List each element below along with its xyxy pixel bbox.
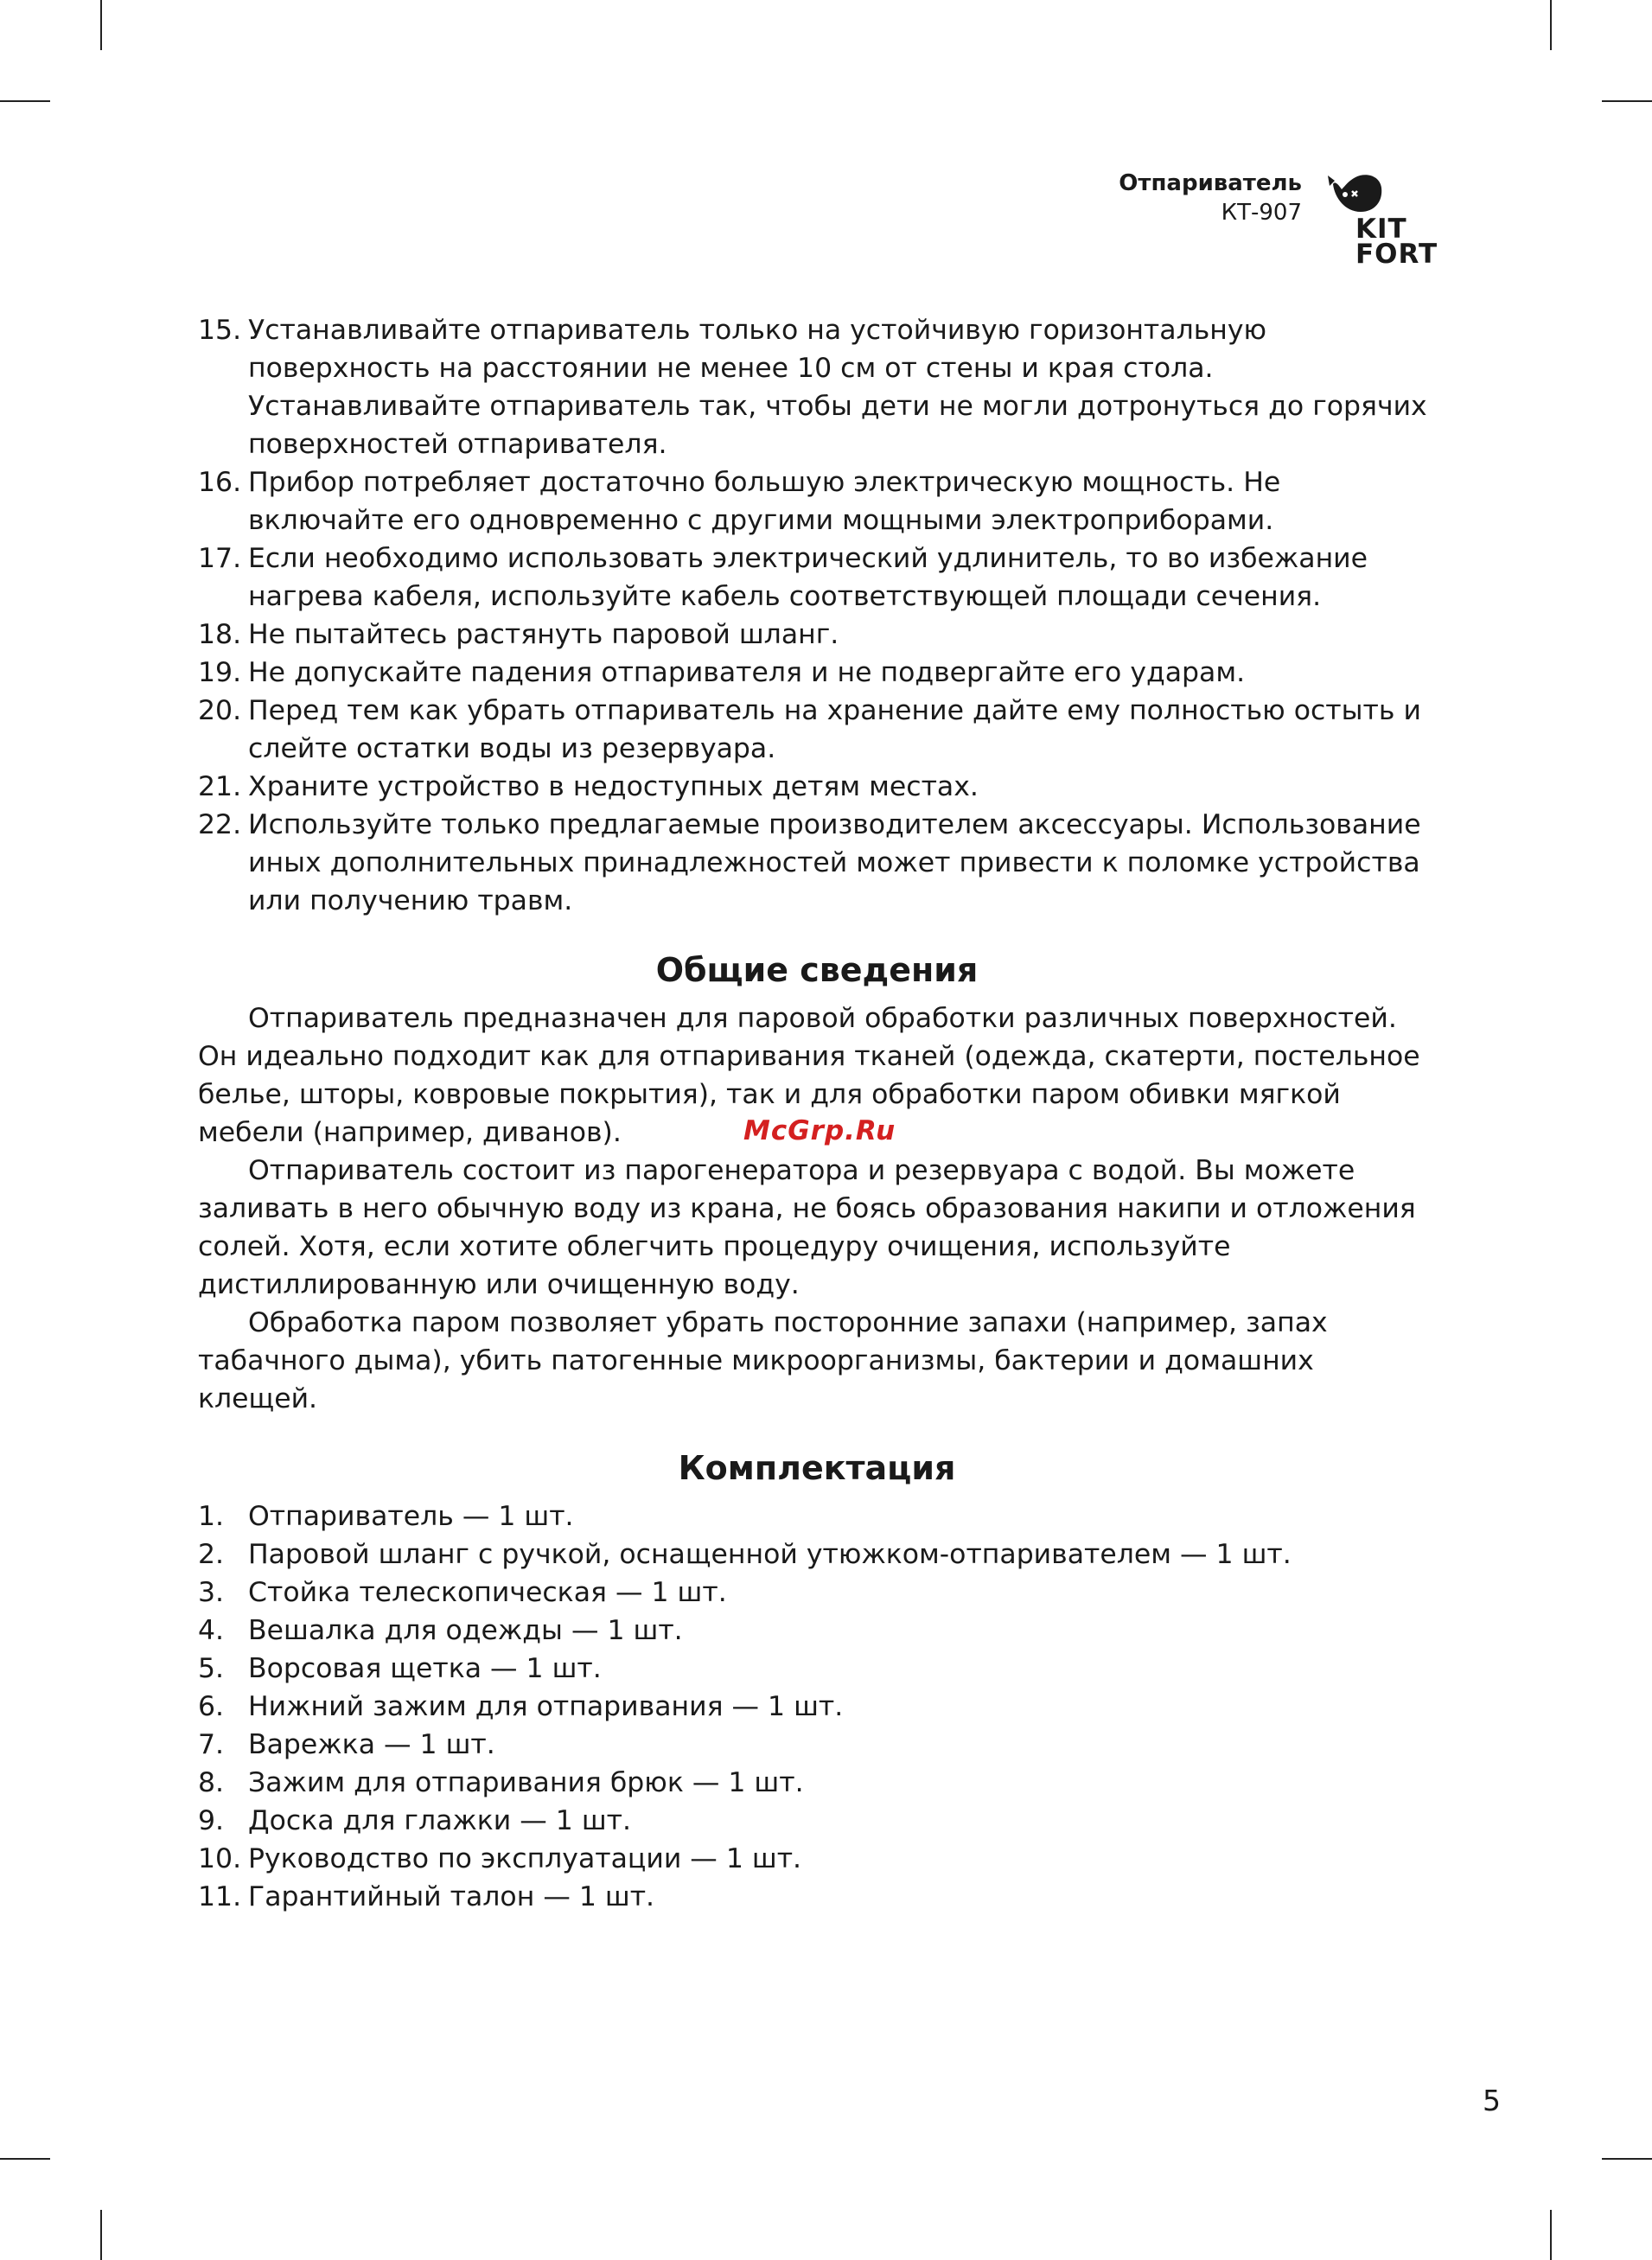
item-number: 11. xyxy=(198,1881,242,1912)
general-paragraph: Отпариватель состоит из парогенератора и резервуара с водой. Вы можете заливать в него обычную воду из крана, не боясь образования накипи и отложения солей. Хотя, если хотите облегчить процедуру очищения, используйте дистиллированную или очищенную воду. xyxy=(198,1155,1416,1300)
item-text: Стойка телескопическая — 1 шт. xyxy=(248,1577,727,1608)
item-text: Храните устройство в недоступных детям местах. xyxy=(248,771,979,802)
item-text: Вешалка для одежды — 1 шт. xyxy=(248,1615,683,1646)
item-number: 1. xyxy=(198,1501,225,1532)
section-title-general: Общие сведения xyxy=(655,951,979,989)
list-item xyxy=(198,806,1436,920)
item-text: Варежка — 1 шт. xyxy=(248,1729,495,1760)
item-number: 4. xyxy=(198,1615,225,1646)
crop-mark xyxy=(1602,2158,1652,2160)
item-number: 8. xyxy=(198,1767,225,1798)
item-number: 2. xyxy=(198,1539,225,1570)
general-paragraph: Обработка паром позволяет убрать посторонние запахи (например, запах табачного дыма), убить патогенные микроорганизмы, бактерии и домашних клещей. xyxy=(198,1307,1328,1414)
list-item xyxy=(198,654,1436,692)
crop-mark xyxy=(0,2158,50,2160)
item-number: 9. xyxy=(198,1805,225,1836)
crop-mark xyxy=(1602,100,1652,102)
item-text: Если необходимо использовать электрический удлинитель, то во избежание нагрева кабеля, используйте кабель соответствующей площади сечения. xyxy=(248,543,1368,612)
item-text: Отпариватель — 1 шт. xyxy=(248,1501,574,1532)
list-item xyxy=(198,1688,1436,1726)
list-item xyxy=(198,768,1436,806)
page-content xyxy=(198,311,1436,1916)
item-text: Гарантийный талон — 1 шт. xyxy=(248,1881,655,1912)
crop-mark xyxy=(100,2210,102,2260)
item-text: Не пытайтесь растянуть паровой шланг. xyxy=(248,619,839,650)
list-item xyxy=(198,1574,1436,1612)
list-item xyxy=(198,1726,1436,1764)
list-item xyxy=(198,616,1436,654)
list-item xyxy=(198,1497,1436,1535)
item-number: 19. xyxy=(198,657,242,688)
page-header xyxy=(1119,169,1302,227)
watermark: McGrp.Ru xyxy=(743,1115,896,1146)
item-text: Используйте только предлагаемые производителем аксессуары. Использование иных дополнительных принадлежностей может привести к поломке устройства или получению травм. xyxy=(248,809,1421,916)
item-number: 22. xyxy=(198,809,242,840)
item-text: Ворсовая щетка — 1 шт. xyxy=(248,1653,602,1684)
item-text: Устанавливайте отпариватель только на устойчивую горизонтальную поверхность на расстоянии не менее 10 см от стены и края стола. Устанавливайте отпариватель так, чтобы дети не могли дотронуться до горячих поверхностей отпаривателя. xyxy=(248,315,1427,460)
item-number: 7. xyxy=(198,1729,225,1760)
page-number: 5 xyxy=(1483,2084,1501,2117)
list-item xyxy=(198,1612,1436,1650)
crop-mark xyxy=(1550,2210,1552,2260)
model-number: КТ-907 xyxy=(1221,200,1302,226)
list-item xyxy=(198,311,1436,463)
product-name: Отпариватель xyxy=(1119,170,1302,196)
logo-text-fort: FORT xyxy=(1355,239,1438,270)
item-text: Прибор потребляет достаточно большую электрическую мощность. Не включайте его одновременно с другими мощными электроприборами. xyxy=(248,467,1281,536)
crop-mark xyxy=(0,100,50,102)
brand-logo xyxy=(1324,169,1437,272)
item-text: Паровой шланг с ручкой, оснащенной утюжком-отпаривателем — 1 шт. xyxy=(248,1539,1292,1570)
item-number: 3. xyxy=(198,1577,225,1608)
list-item xyxy=(198,463,1436,539)
crop-mark xyxy=(1550,0,1552,50)
list-item xyxy=(198,1535,1436,1574)
item-number: 18. xyxy=(198,619,242,650)
general-paragraph: Отпариватель предназначен для паровой обработки различных поверхностей. Он идеально подходит как для отпаривания тканей (одежда, скатерти, постельное белье, шторы, ковровые покрытия), так и для обработки паром обивки мягкой мебели (например, диванов). xyxy=(198,1003,1420,1148)
item-number: 17. xyxy=(198,543,242,574)
package-list xyxy=(198,1497,1436,1916)
list-item xyxy=(198,692,1436,768)
list-item xyxy=(198,1878,1436,1916)
item-text: Руководство по эксплуатации — 1 шт. xyxy=(248,1843,802,1874)
item-text: Нижний зажим для отпаривания — 1 шт. xyxy=(248,1691,844,1722)
section-title-package: Комплектация xyxy=(678,1449,956,1487)
list-item xyxy=(198,1802,1436,1840)
item-number: 10. xyxy=(198,1843,242,1874)
list-item xyxy=(198,1840,1436,1878)
item-number: 20. xyxy=(198,695,242,726)
logo-text xyxy=(1355,214,1438,270)
item-text: Не допускайте падения отпаривателя и не подвергайте его ударам. xyxy=(248,657,1246,688)
item-number: 16. xyxy=(198,467,242,498)
item-text: Перед тем как убрать отпариватель на хранение дайте ему полностью остыть и слейте остатки воды из резервуара. xyxy=(248,695,1421,764)
kitfort-whale-icon xyxy=(1326,169,1387,220)
item-number: 6. xyxy=(198,1691,225,1722)
list-item xyxy=(198,1764,1436,1802)
list-item xyxy=(198,539,1436,616)
crop-mark xyxy=(100,0,102,50)
safety-list xyxy=(198,311,1436,920)
item-number: 21. xyxy=(198,771,242,802)
item-text: Доска для глажки — 1 шт. xyxy=(248,1805,632,1836)
list-item xyxy=(198,1650,1436,1688)
item-number: 15. xyxy=(198,315,242,346)
item-text: Зажим для отпаривания брюк — 1 шт. xyxy=(248,1767,804,1798)
logo-text-kit: KIT xyxy=(1355,214,1407,245)
item-number: 5. xyxy=(198,1653,225,1684)
